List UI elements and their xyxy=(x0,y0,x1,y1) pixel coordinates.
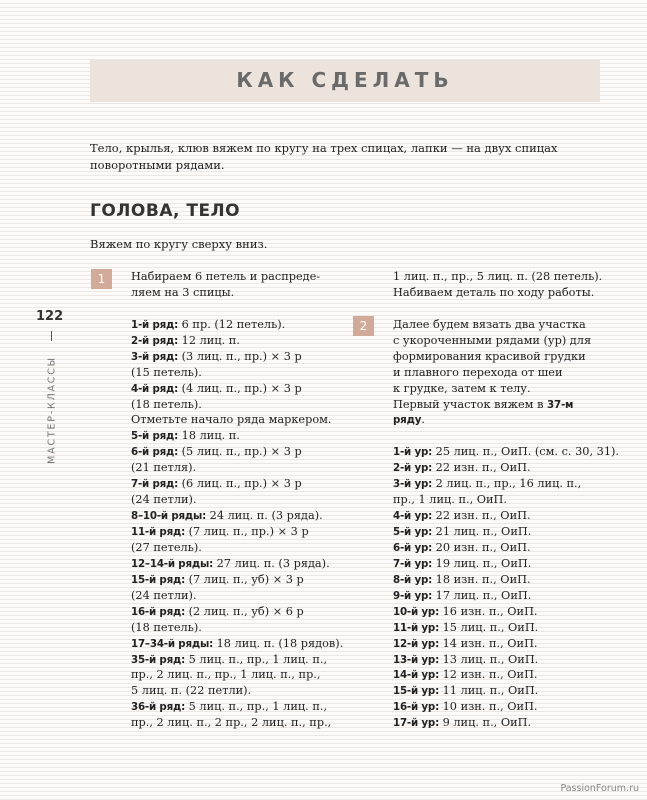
step-number-2: 2 xyxy=(353,316,374,336)
instruction-line xyxy=(393,317,619,333)
instruction-text: Отметьте начало ряда маркером. xyxy=(131,413,332,427)
section-heading: ГОЛОВА, ТЕЛО xyxy=(90,201,241,221)
instruction-text: и плавного перехода от шеи xyxy=(393,365,563,379)
instruction-line xyxy=(393,588,619,604)
instruction-line xyxy=(131,588,343,604)
instruction-line xyxy=(393,476,619,492)
instruction-text: формирования красивой грудки xyxy=(393,349,586,363)
row-label: 36-й ряд: xyxy=(131,701,186,714)
row-label: 11-й ур: xyxy=(393,621,440,634)
row-label: 6-й ур: xyxy=(393,541,433,554)
instruction-line xyxy=(131,269,343,285)
line-gap xyxy=(393,301,619,317)
instruction-text: 12 лиц. п. xyxy=(178,333,240,347)
row-label: 14-й ур: xyxy=(393,669,440,682)
instruction-text: 22 изн. п., ОиП. xyxy=(432,461,531,475)
instructions-right-column xyxy=(393,269,619,731)
intro-text: Тело, крылья, клюв вяжем по кругу на трех спицах, лапки — на двух спицах поворотными рядами. xyxy=(90,141,558,172)
instruction-text: Далее будем вязать два участка xyxy=(393,317,586,331)
instruction-text: (24 петли). xyxy=(131,588,197,602)
instruction-line xyxy=(393,556,619,572)
instruction-line xyxy=(393,285,619,301)
instruction-line xyxy=(393,667,619,683)
instruction-text: 6 пр. (12 петель). xyxy=(178,317,286,331)
instruction-line xyxy=(131,699,343,715)
row-label: 8-й ур: xyxy=(393,573,433,586)
instruction-text: (18 петель). xyxy=(131,620,202,634)
row-label: 2-й ряд: xyxy=(131,334,179,347)
instruction-line xyxy=(393,524,619,540)
instruction-text: с укороченными рядами (ур) для xyxy=(393,333,592,347)
row-label: 5-й ур: xyxy=(393,526,433,538)
instruction-line xyxy=(131,285,343,301)
instruction-text: 18 лиц. п. (18 рядов). xyxy=(213,636,344,650)
instruction-text: 19 лиц. п., ОиП. xyxy=(432,556,532,570)
instruction-text: 14 изн. п., ОиП. xyxy=(439,636,538,650)
instruction-line xyxy=(131,428,343,444)
instruction-text: (24 петли). xyxy=(131,493,197,507)
instruction-text: 18 изн. п., ОиП. xyxy=(432,572,531,586)
instruction-line xyxy=(393,572,619,588)
row-label: 2-й ур: xyxy=(393,462,433,475)
instruction-text: (21 петля). xyxy=(131,461,197,475)
page-number: 122 xyxy=(36,309,64,324)
row-label: 3-й ряд: xyxy=(131,350,179,363)
side-section-label: МАСТЕР-КЛАССЫ xyxy=(46,356,58,464)
instruction-line xyxy=(131,556,343,572)
instruction-text: ляем на 3 спицы. xyxy=(131,285,235,299)
instruction-text: 15 лиц. п., ОиП. xyxy=(439,620,539,634)
row-label: 4-й ур: xyxy=(393,510,433,523)
instruction-line xyxy=(393,492,619,508)
instruction-text: (7 лиц. п., уб) × 3 р xyxy=(185,572,304,586)
instruction-line xyxy=(131,524,343,540)
instruction-line xyxy=(393,683,619,699)
page-title: КАК СДЕЛАТЬ xyxy=(236,68,454,92)
instruction-line xyxy=(393,699,619,715)
instruction-line xyxy=(131,652,343,668)
instruction-line xyxy=(393,349,619,365)
row-label: 8–10-й ряды: xyxy=(131,510,207,523)
instruction-line xyxy=(393,540,619,556)
row-label: 5-й ряд: xyxy=(131,430,179,443)
instruction-text: 21 лиц. п., ОиП. xyxy=(432,525,532,538)
instruction-text: (6 лиц. п., пр.) × 3 р xyxy=(178,477,302,491)
row-label: 3-й ур: xyxy=(393,478,433,491)
instruction-line xyxy=(131,683,343,699)
instruction-line xyxy=(131,317,343,333)
side-divider xyxy=(51,331,52,341)
instruction-line xyxy=(393,412,619,428)
row-label: 11-й ряд: xyxy=(131,526,186,538)
instruction-text: (3 лиц. п., пр.) × 3 р xyxy=(178,349,302,363)
row-label: ряду xyxy=(393,414,422,427)
instruction-text: пр., 1 лиц. п., ОиП. xyxy=(393,493,508,507)
instruction-line xyxy=(393,444,619,460)
instruction-text: (18 петель). xyxy=(131,397,202,411)
instruction-text: 25 лиц. п., ОиП. (см. с. 30, 31). xyxy=(432,445,620,459)
instruction-text: 5 лиц. п., пр., 1 лиц. п., xyxy=(185,652,328,666)
instruction-line xyxy=(393,715,619,731)
instruction-text: 17 лиц. п., ОиП. xyxy=(432,588,532,602)
watermark: PassionForum.ru xyxy=(560,783,639,794)
instruction-line xyxy=(131,604,343,620)
instruction-text: 1 лиц. п., пр., 5 лиц. п. (28 петель). xyxy=(393,270,603,283)
line-gap xyxy=(131,301,343,317)
row-label: 9-й ур: xyxy=(393,589,433,602)
row-label: 7-й ур: xyxy=(393,557,433,570)
row-label: 12-й ур: xyxy=(393,637,440,650)
instruction-text: 10 изн. п., ОиП. xyxy=(439,700,538,714)
instruction-text: 2 лиц. п., пр., 16 лиц. п., xyxy=(432,477,582,491)
row-label: 16-й ряд: xyxy=(131,605,186,618)
row-label: 1-й ур: xyxy=(393,446,433,459)
instruction-text: (15 петель). xyxy=(131,365,202,379)
instruction-line xyxy=(131,667,343,683)
instruction-text: 27 лиц. п. (3 ряда). xyxy=(213,556,330,570)
instruction-text: (7 лиц. п., пр.) × 3 р xyxy=(185,525,309,538)
instruction-text: (4 лиц. п., пр.) × 3 р xyxy=(178,381,302,395)
instruction-text: 9 лиц. п., ОиП. xyxy=(439,716,532,730)
instruction-text: Набираем 6 петель и распреде- xyxy=(131,270,321,283)
instruction-line xyxy=(131,572,343,588)
instruction-text: 11 лиц. п., ОиП. xyxy=(439,684,539,698)
row-label: 15-й ур: xyxy=(393,685,440,698)
instruction-line xyxy=(393,620,619,636)
instruction-line xyxy=(131,333,343,349)
instruction-line xyxy=(393,460,619,476)
instruction-text: пр., 2 лиц. п., пр., 1 лиц. п., пр., xyxy=(131,668,321,682)
instruction-line xyxy=(131,397,343,413)
row-label: 1-й ряд: xyxy=(131,318,179,331)
instruction-text: 5 лиц. п., пр., 1 лиц. п., xyxy=(185,700,328,714)
instruction-line xyxy=(131,715,343,731)
instruction-line xyxy=(131,492,343,508)
row-label: 6-й ряд: xyxy=(131,446,179,459)
instruction-line xyxy=(131,620,343,636)
row-label: 15-й ряд: xyxy=(131,573,186,586)
instruction-line xyxy=(393,397,619,413)
instruction-text: . xyxy=(421,413,425,427)
instruction-text: (27 петель). xyxy=(131,540,202,554)
row-label: 16-й ур: xyxy=(393,701,440,714)
instruction-line xyxy=(393,381,619,397)
row-label: 17-й ур: xyxy=(393,717,440,730)
instruction-text: к грудке, затем к телу. xyxy=(393,381,531,395)
instruction-line xyxy=(131,508,343,524)
instruction-line xyxy=(393,604,619,620)
instruction-line xyxy=(131,412,343,428)
step-number-1: 1 xyxy=(91,269,112,289)
instruction-text: 5 лиц. п. (22 петли). xyxy=(131,684,252,698)
instruction-line xyxy=(131,349,343,365)
instruction-line xyxy=(393,269,619,285)
instruction-text: 16 изн. п., ОиП. xyxy=(439,604,538,618)
instruction-text: 18 лиц. п. xyxy=(178,429,240,443)
row-label: 10-й ур: xyxy=(393,605,440,618)
row-label: 7-й ряд: xyxy=(131,478,179,491)
instruction-text: пр., 2 лиц. п., 2 пр., 2 лиц. п., пр., xyxy=(131,716,332,730)
instructions-left-column xyxy=(131,269,343,731)
row-label: 13-й ур: xyxy=(393,653,440,666)
instruction-text: Первый участок вяжем в xyxy=(393,397,548,411)
instruction-text: 12 изн. п., ОиП. xyxy=(439,668,538,682)
row-label: 35-й ряд: xyxy=(131,653,186,666)
instruction-line xyxy=(131,476,343,492)
row-label: 17–34-й ряды: xyxy=(131,637,214,650)
instruction-line xyxy=(131,540,343,556)
instruction-text: 20 изн. п., ОиП. xyxy=(432,540,531,554)
instruction-text: 22 изн. п., ОиП. xyxy=(432,509,531,523)
instruction-line xyxy=(393,365,619,381)
instruction-line xyxy=(393,333,619,349)
instruction-line xyxy=(393,652,619,668)
instruction-line xyxy=(131,444,343,460)
instruction-text: 24 лиц. п. (3 ряда). xyxy=(206,509,323,523)
instruction-text: (5 лиц. п., пр.) × 3 р xyxy=(178,445,302,459)
section-subtitle: Вяжем по кругу сверху вниз. xyxy=(90,237,268,251)
row-label: 12–14-й ряды: xyxy=(131,557,214,570)
row-label: 4-й ряд: xyxy=(131,382,179,395)
instruction-line xyxy=(393,508,619,524)
line-gap xyxy=(393,428,619,444)
row-label: 37-м xyxy=(547,398,574,411)
instruction-line xyxy=(131,460,343,476)
instruction-line xyxy=(131,365,343,381)
title-band xyxy=(90,60,600,102)
instruction-line xyxy=(393,636,619,652)
instruction-text: Набиваем деталь по ходу работы. xyxy=(393,285,595,299)
instruction-text: 13 лиц. п., ОиП. xyxy=(439,652,539,666)
instruction-text: (2 лиц. п., уб) × 6 р xyxy=(185,604,304,618)
instruction-line xyxy=(131,636,343,652)
instruction-line xyxy=(131,381,343,397)
